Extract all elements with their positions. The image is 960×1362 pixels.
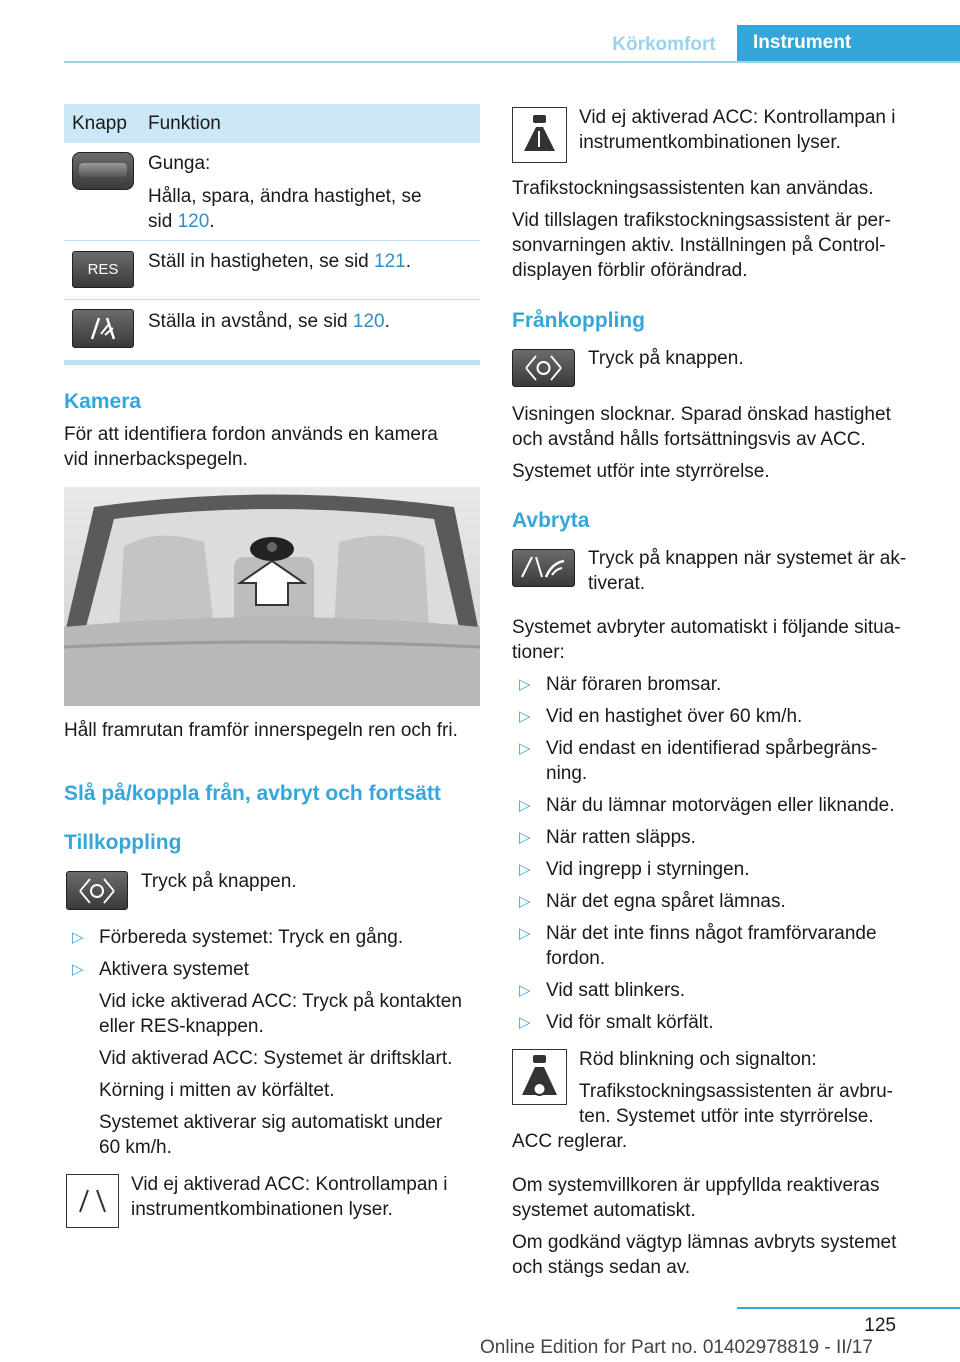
table-row-1-line1: Gunga:	[148, 153, 211, 174]
page-link[interactable]: 121	[374, 251, 406, 272]
bullet-icon: ▷	[519, 893, 531, 910]
warn-line-4: ACC reglerar.	[512, 1131, 628, 1152]
bullet-icon: ▷	[72, 961, 84, 978]
tillkoppling-sub-3: Vid aktiverad ACC: Systemet är driftsklart.	[99, 1048, 453, 1069]
lane-assist-warning-lamp-icon	[512, 1049, 567, 1105]
avbryta-bullet-5: När ratten släpps.	[546, 827, 696, 848]
avbryta-bullet-8b: fordon.	[546, 948, 606, 969]
bullet-icon: ▷	[519, 925, 531, 942]
avbryta-bullet-1: När föraren bromsar.	[546, 674, 722, 695]
tillkoppling-bullet-2: Aktivera systemet	[99, 959, 249, 980]
right-lamp-2: instrumentkombinationen lyser.	[579, 132, 841, 153]
bullet-icon: ▷	[519, 829, 531, 846]
warn-line-3: ten. Systemet utför inte styrrörelse.	[579, 1106, 874, 1127]
right-p2c: displayen förblir oförändrad.	[512, 260, 748, 281]
page-number: 125	[864, 1315, 896, 1336]
bullet-icon: ▷	[519, 708, 531, 725]
tillkoppling-sub-5: Systemet aktiverar sig automatiskt under	[99, 1112, 443, 1133]
warn-line-2: Trafikstockningsassistenten är avbru‐	[579, 1081, 893, 1102]
table-bottom-rule	[64, 360, 480, 365]
avbryta-bullet-10: Vid för smalt körfält.	[546, 1012, 714, 1033]
tillkoppling-sub-1: Vid icke aktiverad ACC: Tryck på kontakten	[99, 991, 462, 1012]
right-p1: Trafikstockningsassistenten kan användas.	[512, 178, 874, 199]
avbryta-bullet-4: När du lämnar motorvägen eller liknande.	[546, 795, 895, 816]
avbryta-p4a: Om godkänd vägtyp lämnas avbryts systemet	[512, 1232, 897, 1253]
bullet-icon: ▷	[519, 676, 531, 693]
tillkoppling-lamp-2: instrumentkombinationen lyser.	[131, 1199, 393, 1220]
res-button-icon: RES	[72, 251, 134, 288]
section-heading: Slå på/koppla från, avbryt och fortsätt	[64, 782, 441, 805]
footer-text: Online Edition for Part no. 01402978819 - II/17	[480, 1337, 873, 1358]
table-row-1-line3: sid 120.	[148, 211, 215, 232]
frankoppling-heading: Frånkoppling	[512, 309, 645, 332]
tillkoppling-sub-6: 60 km/h.	[99, 1137, 172, 1158]
table-divider	[64, 299, 480, 300]
avbryta-press-2: tiverat.	[588, 573, 646, 594]
right-lamp-1: Vid ej aktiverad ACC: Kontrollampan i	[579, 107, 896, 128]
frankoppling-p1a: Visningen slocknar. Sparad önskad hastighet	[512, 404, 891, 425]
avbryta-intro-1: Systemet avbryter automatiskt i följande situa‐	[512, 617, 901, 638]
kamera-text-1: För att identifiera fordon används en kamera	[64, 424, 438, 445]
bullet-icon: ▷	[519, 797, 531, 814]
avbryta-bullet-2: Vid en hastighet över 60 km/h.	[546, 706, 803, 727]
tillkoppling-heading: Tillkoppling	[64, 831, 182, 854]
col-function-label: Funktion	[148, 113, 221, 134]
header-section: Körkomfort	[612, 34, 716, 55]
cancel-button-icon	[512, 549, 575, 587]
lane-assist-button-icon	[512, 349, 575, 387]
avbryta-intro-2: tioner:	[512, 642, 565, 663]
frankoppling-press: Tryck på knappen.	[588, 348, 744, 369]
frankoppling-p2: Systemet utför inte styrrörelse.	[512, 461, 770, 482]
avbryta-bullet-8a: När det inte finns något framförvarande	[546, 923, 877, 944]
distance-button-icon	[72, 309, 134, 348]
table-divider	[64, 240, 480, 241]
bullet-icon: ▷	[519, 861, 531, 878]
avbryta-bullet-6: Vid ingrepp i styrningen.	[546, 859, 750, 880]
avbryta-bullet-3a: Vid endast en identifierad spårbegräns‐	[546, 738, 878, 759]
lane-assist-button-icon	[66, 871, 128, 910]
lane-lamp-icon	[66, 1174, 119, 1228]
avbryta-heading: Avbryta	[512, 509, 590, 532]
tillkoppling-press: Tryck på knappen.	[141, 871, 297, 892]
bullet-icon: ▷	[72, 929, 84, 946]
avbryta-p3b: systemet automatiskt.	[512, 1200, 696, 1221]
bullet-icon: ▷	[519, 740, 531, 757]
frankoppling-p1b: och avstånd hålls fortsättningsvis av ACC.	[512, 429, 866, 450]
camera-caption: Håll framrutan framför innerspegeln ren och fri.	[64, 720, 458, 741]
table-row-2-text: Ställ in hastigheten, se sid 121.	[148, 251, 412, 272]
avbryta-press-1: Tryck på knappen när systemet är ak‐	[588, 548, 907, 569]
right-p2a: Vid tillslagen trafikstockningsassistent är per‐	[512, 210, 891, 231]
avbryta-bullet-3b: ning.	[546, 763, 588, 784]
tillkoppling-lamp-1: Vid ej aktiverad ACC: Kontrollampan i	[131, 1174, 448, 1195]
kamera-heading: Kamera	[64, 390, 142, 413]
table-row-1-line2: Hålla, spara, ändra hastighet, se	[148, 186, 422, 207]
header-chapter: Instrument	[737, 25, 960, 62]
page-link[interactable]: 120	[352, 311, 385, 332]
bullet-icon: ▷	[519, 1014, 531, 1031]
kamera-text-2: vid innerbackspegeln.	[64, 449, 248, 470]
footer-rule	[737, 1307, 960, 1309]
avbryta-bullet-7: När det egna spåret lämnas.	[546, 891, 786, 912]
avbryta-p4b: och stängs sedan av.	[512, 1257, 691, 1278]
right-p2b: sonvarningen aktiv. Inställningen på Control-	[512, 235, 886, 256]
tillkoppling-bullet-1: Förbereda systemet: Tryck en gång.	[99, 927, 404, 948]
tillkoppling-sub-2: eller RES-knappen.	[99, 1016, 264, 1037]
table-header	[64, 104, 480, 143]
camera-location-photo	[64, 487, 480, 706]
table-row-3-text: Ställa in avstånd, se sid 120.	[148, 311, 390, 332]
tillkoppling-sub-4: Körning i mitten av körfältet.	[99, 1080, 335, 1101]
header-rule	[64, 61, 960, 63]
rocker-switch-icon	[72, 152, 134, 190]
col-button-label: Knapp	[72, 113, 127, 134]
warn-line-1: Röd blinkning och signalton:	[579, 1049, 817, 1070]
avbryta-p3a: Om systemvillkoren är uppfyllda reaktiveras	[512, 1175, 880, 1196]
lane-assist-active-lamp-icon	[512, 107, 567, 163]
avbryta-bullet-9: Vid satt blinkers.	[546, 980, 686, 1001]
page-link[interactable]: 120	[177, 211, 210, 232]
bullet-icon: ▷	[519, 982, 531, 999]
